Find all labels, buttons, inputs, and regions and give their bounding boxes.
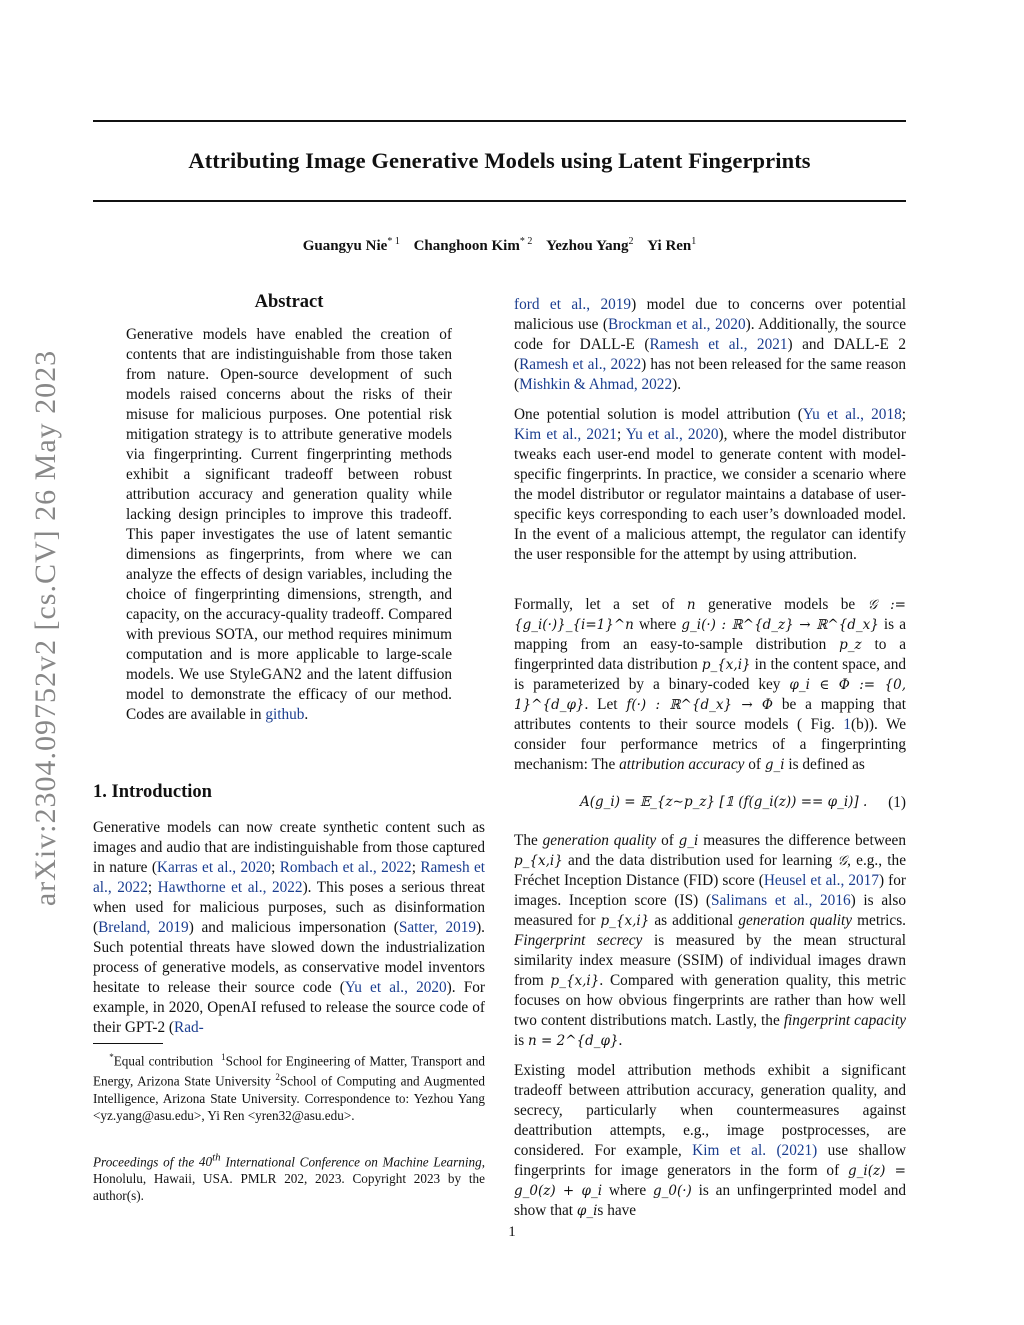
citation-link[interactable]: Yu et al., 2020 <box>344 979 447 996</box>
arxiv-identifier: arXiv:2304.09752v2 [cs.CV] 26 May 2023 <box>29 349 62 907</box>
equation-body: A(g_i) = 𝔼_{z∼p_z} [𝟙 (f(g_i(z)) == φ_i)] . <box>580 794 868 810</box>
abstract-heading: Abstract <box>254 292 324 312</box>
equation-1 <box>514 792 906 818</box>
citation-link[interactable]: Heusel et al., 2017 <box>763 872 879 889</box>
citation-link[interactable]: Ramesh et al., 2022 <box>93 859 485 896</box>
top-rule <box>93 120 906 122</box>
citation-link[interactable]: ford et al., 2019 <box>514 296 632 313</box>
paper-title: Attributing Image Generative Models using Latent Fingerprints <box>188 148 811 173</box>
equation-number: (1) <box>888 794 906 811</box>
author: Yezhou Yang$^2$ <box>546 236 634 254</box>
intro-paragraph: Generative models can now create synthetic content such as images and audio that are indistinguishable from those captured in nature (Karras et al., 2020; Rombach et al., 2022; Ramesh et al., 2022; Hawthorne et al., 2022). This poses a serious threat when used for malicious purposes, such as disinformation (Breland, 2019) and malicious impersonation (Satter, 2019). Such potential threats have slowed down the industrialization process of generative models, as conservative model inventors hesitate to release their source code (Yu et al., 2020). For example, in 2020, OpenAI refused to release the source code of their GPT-2 (Rad- <box>93 819 486 1036</box>
citation-link[interactable]: Rad- <box>174 1019 204 1036</box>
citation-link[interactable]: Yu et al., 2020 <box>625 426 719 443</box>
author: Changhoon Kim$^{* 2}$ <box>413 236 533 254</box>
arxiv-sidebar <box>28 278 64 978</box>
citation-link[interactable]: Mishkin & Ahmad, 2022 <box>519 376 673 393</box>
citation-link[interactable]: Ramesh et al., 2022 <box>519 356 642 373</box>
figure-ref-link[interactable]: 1 <box>843 716 852 733</box>
introduction-heading: 1. Introduction <box>93 782 212 802</box>
citation-link[interactable]: Karras et al., 2020 <box>156 859 272 876</box>
page-number: 1 <box>508 1224 516 1240</box>
citation-link[interactable]: Salimans et al., 2016 <box>711 892 851 909</box>
proceedings-note: Proceedings of the 40th International Conference on Machine Learning, Honolulu, Hawaii, USA. PMLR 202, 2023. Copyright 2023 by the author(s). <box>93 1152 486 1204</box>
citation-link[interactable]: Breland, 2019 <box>98 919 189 936</box>
author-list <box>93 236 906 255</box>
citation-link[interactable]: Yu et al., 2018 <box>802 406 902 423</box>
title-bottom-rule <box>93 200 906 202</box>
attribution-paragraph: One potential solution is model attribution (Yu et al., 2018; Kim et al., 2021; Yu et al., 2020), where the model distributor tweaks each user-end model to generate content with model-specific fingerprints. In practice, we consider a scenario where the model distributor or regulator maintains a database of user-specific keys corresponding to each user’s downloaded model. In the event of a malicious attempt, the regulator can identify the user responsible for the attempt by using attribution. <box>514 406 907 563</box>
abstract-body: Generative models have enabled the creation of contents that are indistinguishable from those taken from nature. Open-source development of such models raised concerns about the risks of their misuse for malicious purposes. One potential risk mitigation strategy is to attribute generative models via fingerprinting. Current fingerprinting methods exhibit a significant tradeoff between robust attribution accuracy and generation quality while lacking design principles to improve this tradeoff. This paper investigates the use of latent semantic dimensions as fingerprints, from where we can analyze the effects of design variables, including the choice of fingerprinting dimensions, strength, and capacity, on the accuracy-quality tradeoff. Compared with previous SOTA, our method requires minimum computation and is more applicable to large-scale models. We use StyleGAN2 and the latent diffusion model to demonstrate the efficacy of our method. Codes are available in github. <box>126 326 452 723</box>
existing-methods-paragraph: Existing model attribution methods exhibit a significant tradeoff between attribution accuracy, generation quality, and secrecy, particularly when countermeasures against deattribution attempts, e.g., image postprocesses, are considered. For example, Kim et al. (2021) use shallow fingerprints for image generators in the form of g_i(z) = g_0(z) + φ_i where g_0(·) is an unfingerprinted model and show that φ_is have <box>514 1062 907 1219</box>
intro-continued: ford et al., 2019) model due to concerns over potential malicious use (Brockman et al., 2020). Additionally, the source code for DALL-E (Ramesh et al., 2021) and DALL-E 2 (Ramesh et al., 2022) has not been released for the same reason (Mishkin & Ahmad, 2022). <box>514 296 906 393</box>
citation-link[interactable]: Brockman et al., 2020 <box>608 316 746 333</box>
citation-link[interactable]: Hawthorne et al., 2022 <box>157 879 303 896</box>
author: Guangyu Nie$^{* 1}$ <box>302 236 400 254</box>
metrics-paragraph: The generation quality of g_i measures the difference between p_{x,i} and the data distribution used for learning 𝒢, e.g., the Fréchet Inception Distance (FID) score (Heusel et al., 2017) for images. Inception score (IS) (Salimans et al., 2016) is also measured for p_{x,i} as additional generation quality metrics. Fingerprint secrecy is measured by the mean structural similarity index measure (SSIM) of individual images drawn from p_{x,i}. Compared with generation quality, this metric focuses on how obvious fingerprints are rather than how well two content distributions match. Lastly, the fingerprint capacity is n = 2^{d_φ}. <box>514 832 907 1049</box>
author: Yi Ren$^1$ <box>647 236 697 254</box>
citation-link[interactable]: Kim et al. (2021) <box>692 1142 818 1159</box>
footnote-rule <box>93 1043 163 1044</box>
citation-link[interactable]: Satter, 2019 <box>398 919 477 936</box>
citation-link[interactable]: Kim et al., 2021 <box>514 426 617 443</box>
github-link[interactable]: github <box>265 706 305 723</box>
citation-link[interactable]: Ramesh et al., 2021 <box>649 336 788 353</box>
formal-definition-paragraph: Formally, let a set of n generative models be 𝒢 := {g_i(·)}_{i=1}^n where g_i(·) : ℝ^{d_z} → ℝ^{d_x} is a mapping from an easy-to-sample distribution p_z to a fingerprinted data distribution p_{x,i} in the content space, and is parameterized by a binary-coded key φ_i ∈ Φ := {0, 1}^{d_φ}. Let f(·) : ℝ^{d_x} → Φ be a mapping that attributes contents to their source models ( Fig. 1(b)). We consider four performance metrics of a fingerprinting mechanism: The attribution accuracy of g_i is defined as <box>514 596 907 773</box>
footnote: *Equal contribution $^1$School for Engineering of Matter, Transport and Energy, Arizona State University $^2$School of Computing and Augmented Intelligence, Arizona State University. Correspondence to: Yezhou Yang <yz.yang@asu.edu>, Yi Ren <yren32@asu.edu>. <box>93 1052 486 1123</box>
citation-link[interactable]: Rombach et al., 2022 <box>279 859 412 876</box>
